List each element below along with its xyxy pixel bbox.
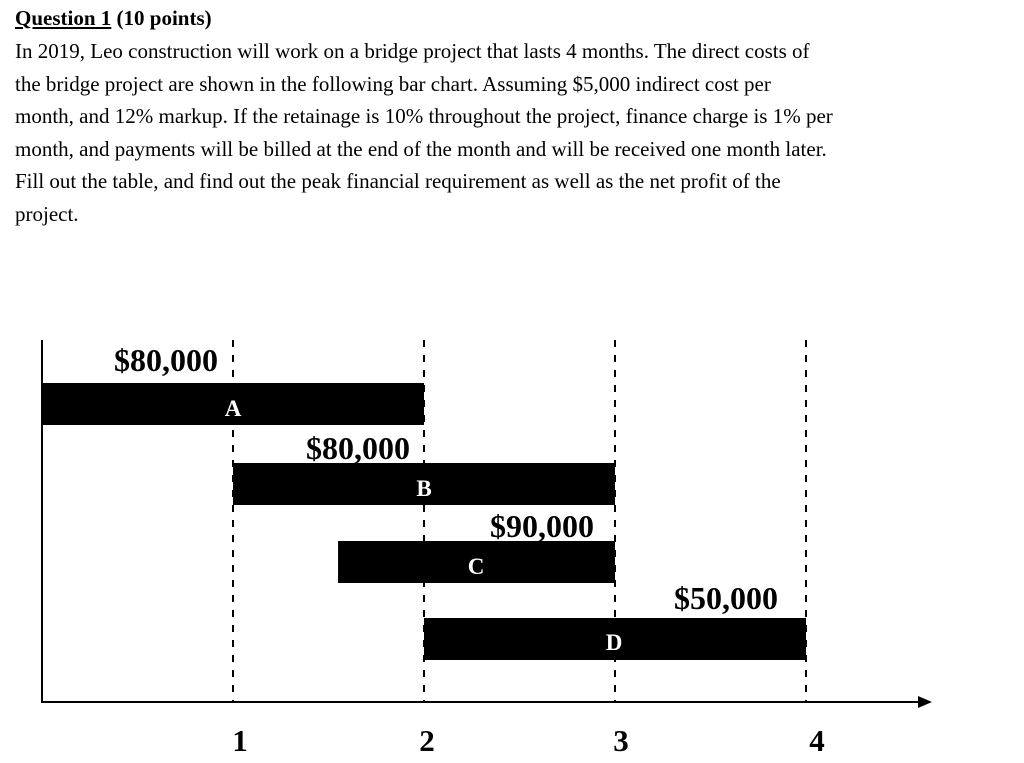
- cost-label-d: $50,000: [674, 580, 778, 616]
- question-line: the bridge project are shown in the following bar chart. Assuming $5,000 indirect cost per: [15, 71, 771, 96]
- question-line: In 2019, Leo construction will work on a bridge project that lasts 4 months. The direct costs of: [15, 39, 810, 63]
- cost-label-c: $90,000: [490, 508, 594, 544]
- cost-label-b: $80,000: [306, 430, 410, 466]
- x-tick-label: 1: [232, 723, 248, 758]
- cost-label-a: $80,000: [114, 342, 218, 378]
- x-tick-label: 3: [613, 723, 629, 758]
- activity-label-c: C: [467, 554, 485, 579]
- x-tick-label: 4: [809, 723, 825, 758]
- x-tick-label: 2: [419, 723, 435, 758]
- question-line: month, and 12% markup. If the retainage is 10% throughout the project, finance charge is 1% per: [15, 104, 833, 128]
- activity-label-a: A: [224, 396, 242, 421]
- question-line: Fill out the table, and find out the peak financial requirement as well as the net profit of the: [15, 169, 781, 193]
- activity-label-b: B: [416, 476, 432, 501]
- activity-label-d: D: [605, 630, 623, 655]
- question-line: month, and payments will be billed at the end of the month and will be received one month later.: [15, 136, 827, 161]
- question-label: Question 1: [15, 6, 112, 30]
- question-line: project.: [15, 201, 79, 226]
- question-points: (10 points): [116, 6, 212, 30]
- x-axis-arrow-icon: [918, 696, 932, 708]
